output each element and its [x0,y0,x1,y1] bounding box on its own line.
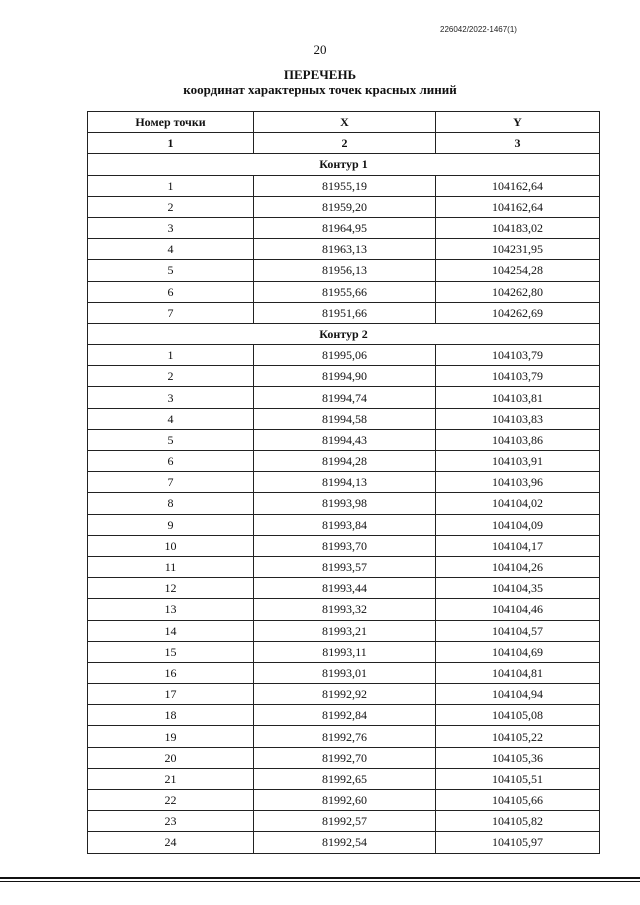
point-number-cell: 6 [88,281,254,302]
table-row [88,302,600,323]
point-number-cell: 15 [88,641,254,662]
point-number-cell: 8 [88,493,254,514]
table-row [88,345,600,366]
y-cell: 104105,66 [436,790,600,811]
table-row [88,366,600,387]
x-cell: 81992,60 [254,790,436,811]
table-row [88,196,600,217]
x-cell: 81993,44 [254,578,436,599]
table-body [88,154,600,853]
table-row [88,599,600,620]
header-y: Y [436,112,600,133]
table-row [88,472,600,493]
column-number-row [88,133,600,154]
x-cell: 81993,11 [254,641,436,662]
point-number-cell: 19 [88,726,254,747]
point-number-cell: 5 [88,260,254,281]
section-row [88,154,600,175]
point-number-cell: 16 [88,662,254,683]
table-row [88,451,600,472]
x-cell: 81993,70 [254,535,436,556]
x-cell: 81993,57 [254,556,436,577]
header-point-number: Номер точки [88,112,254,133]
table-row [88,790,600,811]
x-cell: 81994,74 [254,387,436,408]
y-cell: 104104,81 [436,662,600,683]
y-cell: 104262,69 [436,302,600,323]
point-number-cell: 5 [88,429,254,450]
x-cell: 81993,01 [254,662,436,683]
x-cell: 81995,06 [254,345,436,366]
document-title: ПЕРЕЧЕНЬ [283,67,357,82]
section-title: Контур 2 [88,323,600,344]
point-number-cell: 6 [88,451,254,472]
y-cell: 104105,51 [436,768,600,789]
x-cell: 81955,66 [254,281,436,302]
point-number-cell: 1 [88,345,254,366]
table-row [88,514,600,535]
y-cell: 104105,82 [436,811,600,832]
point-number-cell: 3 [88,387,254,408]
point-number-cell: 14 [88,620,254,641]
y-cell: 104104,69 [436,641,600,662]
point-number-cell: 22 [88,790,254,811]
table-row [88,705,600,726]
y-cell: 104104,35 [436,578,600,599]
y-cell: 104103,83 [436,408,600,429]
table-row [88,175,600,196]
x-cell: 81994,13 [254,472,436,493]
point-number-cell: 17 [88,684,254,705]
x-cell: 81993,98 [254,493,436,514]
point-number-cell: 20 [88,747,254,768]
document-subtitle: координат характерных точек красных линий [183,82,457,97]
x-cell: 81992,65 [254,768,436,789]
table-row [88,747,600,768]
section-row [88,323,600,344]
y-cell: 104105,36 [436,747,600,768]
point-number-cell: 11 [88,556,254,577]
point-number-cell: 21 [88,768,254,789]
y-cell: 104105,08 [436,705,600,726]
header-row [88,112,600,133]
table-row [88,578,600,599]
point-number-cell: 7 [88,472,254,493]
y-cell: 104105,22 [436,726,600,747]
point-number-cell: 9 [88,514,254,535]
header-x: X [254,112,436,133]
table-row [88,429,600,450]
y-cell: 104103,96 [436,472,600,493]
y-cell: 104104,57 [436,620,600,641]
y-cell: 104103,91 [436,451,600,472]
x-cell: 81993,21 [254,620,436,641]
point-number-cell: 12 [88,578,254,599]
table-row [88,239,600,260]
y-cell: 104103,86 [436,429,600,450]
y-cell: 104104,17 [436,535,600,556]
point-number-cell: 13 [88,599,254,620]
x-cell: 81994,28 [254,451,436,472]
y-cell: 104104,02 [436,493,600,514]
table-row [88,726,600,747]
point-number-cell: 10 [88,535,254,556]
y-cell: 104105,97 [436,832,600,853]
y-cell: 104254,28 [436,260,600,281]
x-cell: 81993,32 [254,599,436,620]
x-cell: 81992,84 [254,705,436,726]
table-row [88,493,600,514]
y-cell: 104104,09 [436,514,600,535]
y-cell: 104231,95 [436,239,600,260]
table-row [88,408,600,429]
y-cell: 104104,46 [436,599,600,620]
x-cell: 81959,20 [254,196,436,217]
x-cell: 81994,58 [254,408,436,429]
x-cell: 81993,84 [254,514,436,535]
table-row [88,535,600,556]
point-number-cell: 4 [88,408,254,429]
table-row [88,620,600,641]
x-cell: 81992,92 [254,684,436,705]
footer-line-thin [0,881,640,882]
table-row [88,768,600,789]
y-cell: 104104,26 [436,556,600,577]
document-id: 226042/2022-1467(1) [440,25,517,34]
table-row [88,387,600,408]
x-cell: 81994,90 [254,366,436,387]
x-cell: 81994,43 [254,429,436,450]
section-title: Контур 1 [88,154,600,175]
table-row [88,281,600,302]
y-cell: 104183,02 [436,217,600,238]
point-number-cell: 18 [88,705,254,726]
column-number-2: 2 [254,133,436,154]
y-cell: 104103,79 [436,366,600,387]
x-cell: 81992,76 [254,726,436,747]
y-cell: 104162,64 [436,175,600,196]
x-cell: 81963,13 [254,239,436,260]
table-row [88,832,600,853]
point-number-cell: 2 [88,366,254,387]
table-row [88,556,600,577]
table-row [88,641,600,662]
y-cell: 104104,94 [436,684,600,705]
table-row [88,684,600,705]
point-number-cell: 2 [88,196,254,217]
y-cell: 104103,79 [436,345,600,366]
x-cell: 81992,54 [254,832,436,853]
column-number-1: 1 [88,133,254,154]
y-cell: 104162,64 [436,196,600,217]
point-number-cell: 23 [88,811,254,832]
point-number-cell: 3 [88,217,254,238]
coordinates-table [87,111,600,854]
y-cell: 104103,81 [436,387,600,408]
x-cell: 81956,13 [254,260,436,281]
x-cell: 81992,57 [254,811,436,832]
table-row [88,811,600,832]
table-row [88,217,600,238]
x-cell: 81951,66 [254,302,436,323]
point-number-cell: 4 [88,239,254,260]
point-number-cell: 7 [88,302,254,323]
point-number-cell: 1 [88,175,254,196]
table-row [88,260,600,281]
column-number-3: 3 [436,133,600,154]
x-cell: 81964,95 [254,217,436,238]
x-cell: 81992,70 [254,747,436,768]
page-number: 20 [313,42,327,57]
table-row [88,662,600,683]
y-cell: 104262,80 [436,281,600,302]
footer-line-thick [0,877,640,879]
point-number-cell: 24 [88,832,254,853]
x-cell: 81955,19 [254,175,436,196]
